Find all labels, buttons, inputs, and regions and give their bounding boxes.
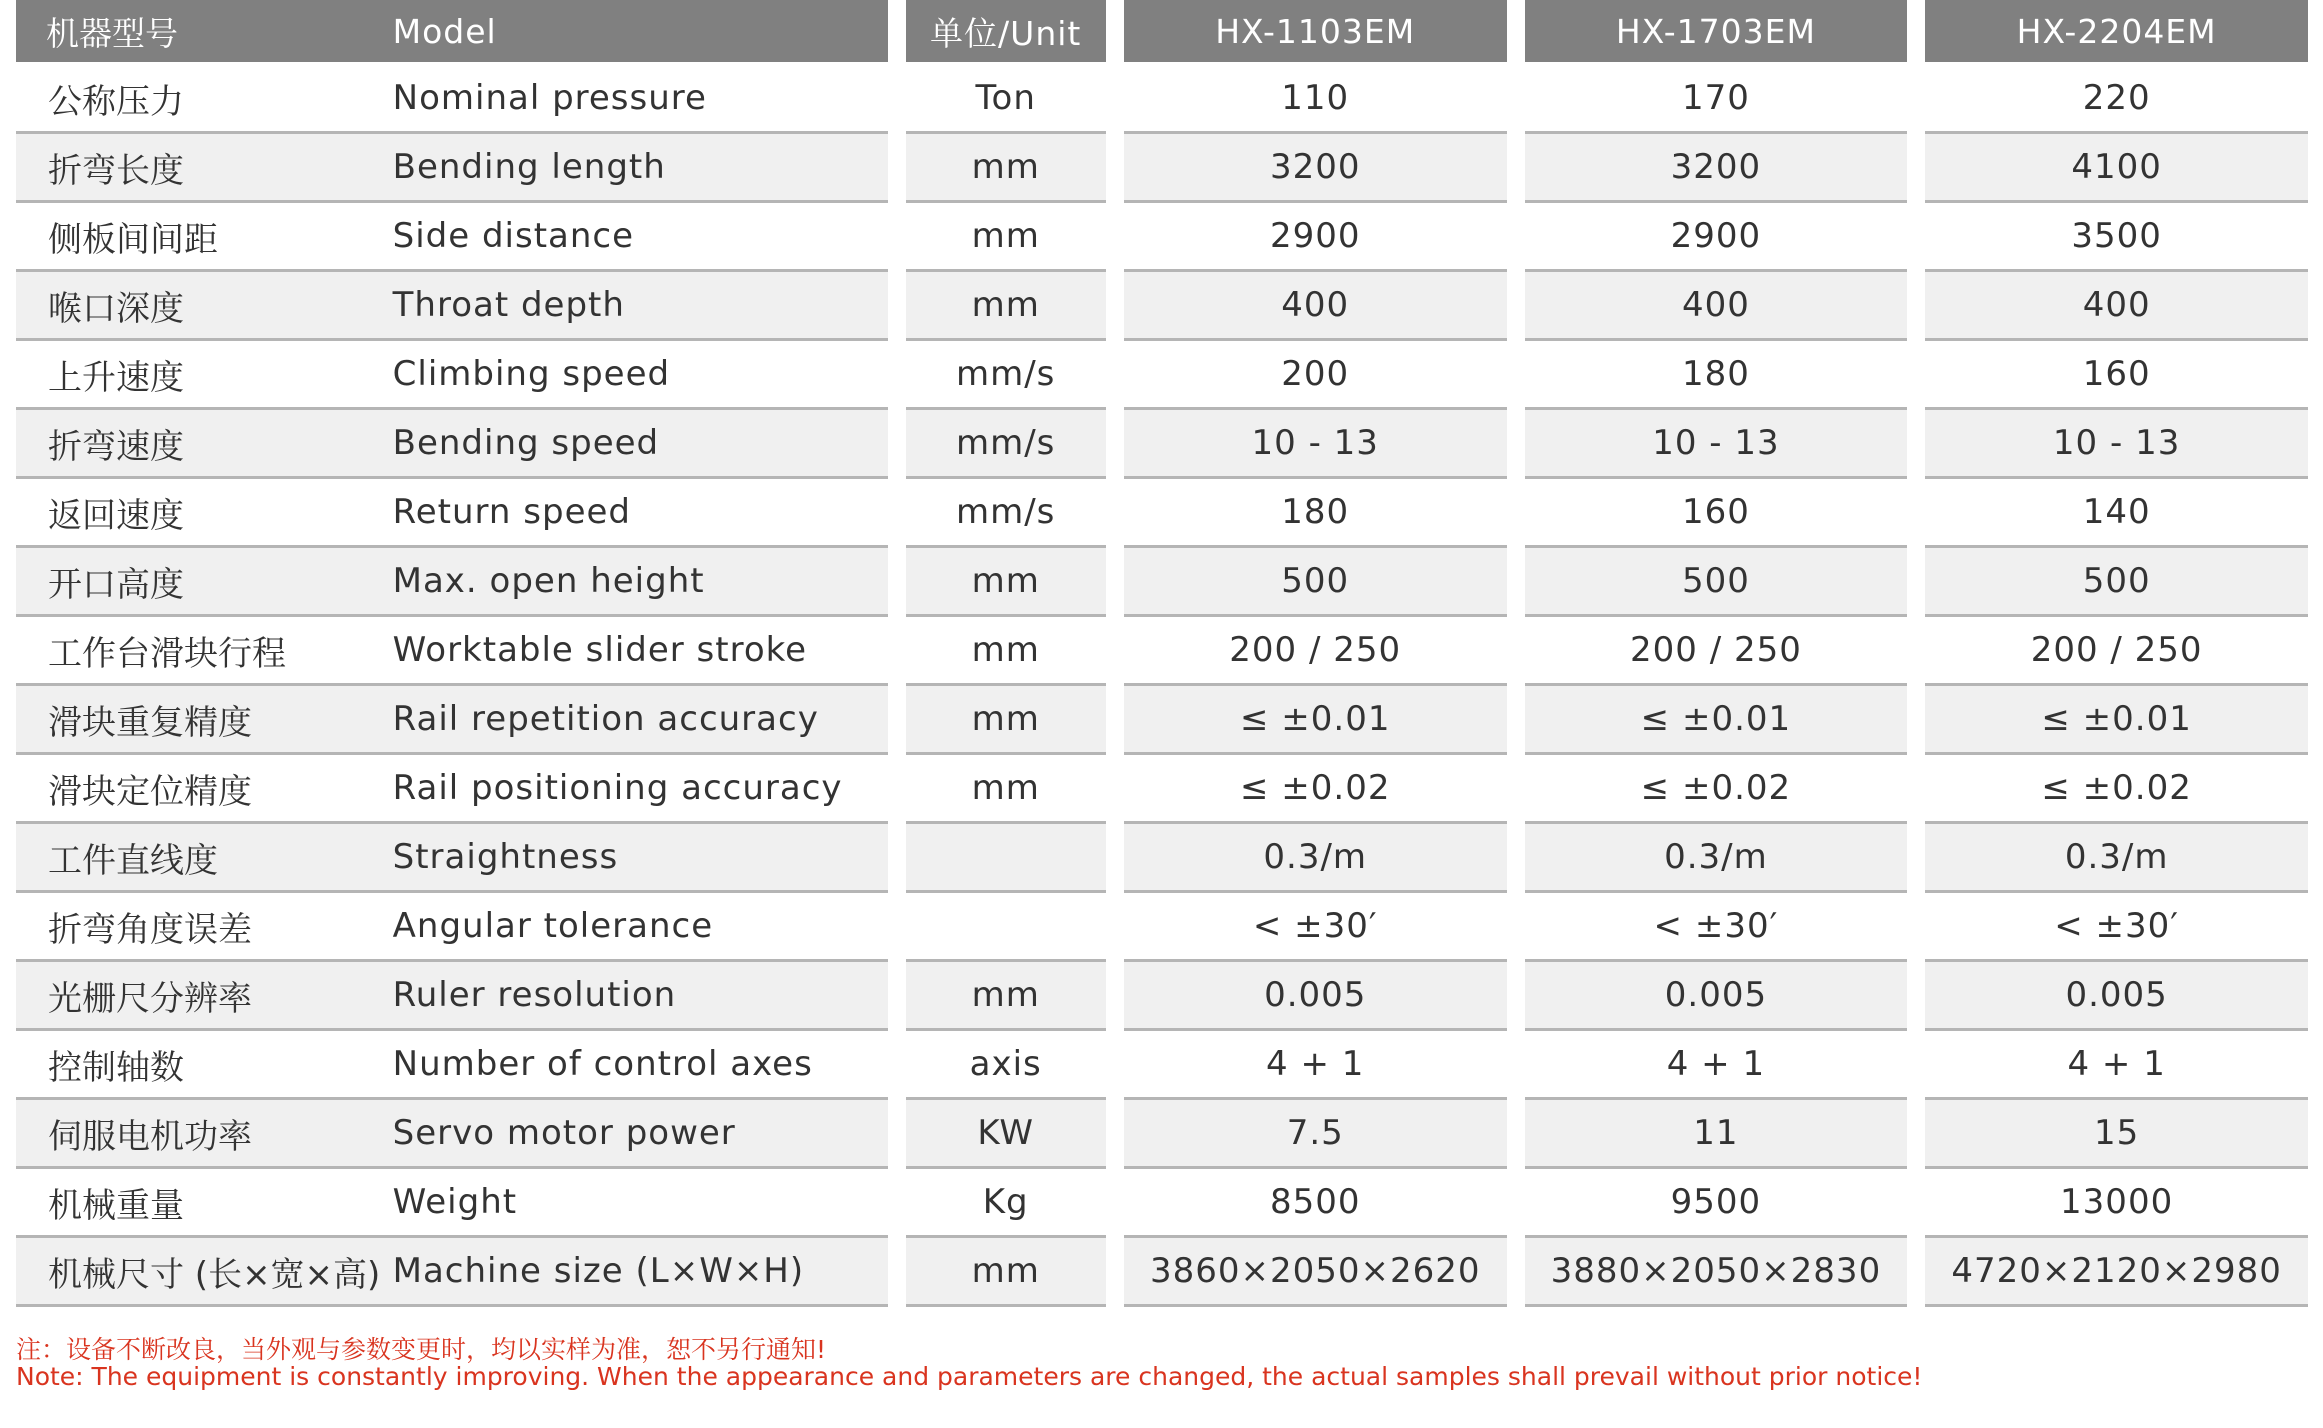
table-row <box>16 1100 2308 1169</box>
spec-unit: mm <box>906 617 1106 686</box>
spec-name-en: Throat depth <box>389 272 888 341</box>
spec-value-hx1703em: 160 <box>1525 479 1908 548</box>
spec-unit: mm <box>906 134 1106 203</box>
table-row <box>16 617 2308 686</box>
spec-value-hx2204em: 140 <box>1925 479 2308 548</box>
spec-value-hx1103em: 3200 <box>1124 134 1507 203</box>
spec-value-hx2204em: 0.005 <box>1925 962 2308 1031</box>
spec-value-hx1103em: 0.005 <box>1124 962 1507 1031</box>
header-model-en: Model <box>389 0 888 65</box>
spec-name-en: Ruler resolution <box>389 962 888 1031</box>
spec-value-hx1703em: 200 / 250 <box>1525 617 1908 686</box>
spec-unit: mm/s <box>906 410 1106 479</box>
table-row <box>16 272 2308 341</box>
spec-table <box>16 0 2308 1307</box>
spec-value-hx1103em: 200 <box>1124 341 1507 410</box>
spec-unit: Ton <box>906 65 1106 134</box>
spec-name-cn: 控制轴数 <box>16 1031 389 1100</box>
spec-name-cn: 滑块重复精度 <box>16 686 389 755</box>
spec-unit: mm <box>906 686 1106 755</box>
spec-unit: mm <box>906 755 1106 824</box>
spec-value-hx1703em: 500 <box>1525 548 1908 617</box>
spec-unit: Kg <box>906 1169 1106 1238</box>
table-row <box>16 134 2308 203</box>
spec-name-en: Rail positioning accuracy <box>389 755 888 824</box>
spec-name-en: Bending speed <box>389 410 888 479</box>
table-row <box>16 962 2308 1031</box>
spec-unit: mm/s <box>906 341 1106 410</box>
spec-name-en: Climbing speed <box>389 341 888 410</box>
table-row <box>16 893 2308 962</box>
spec-name-cn: 返回速度 <box>16 479 389 548</box>
spec-unit: mm/s <box>906 479 1106 548</box>
spec-value-hx1103em: < ±30′ <box>1124 893 1507 962</box>
table-row <box>16 479 2308 548</box>
spec-value-hx2204em: ≤ ±0.02 <box>1925 755 2308 824</box>
spec-name-en: Angular tolerance <box>389 893 888 962</box>
spec-value-hx1103em: 4 + 1 <box>1124 1031 1507 1100</box>
spec-value-hx2204em: 500 <box>1925 548 2308 617</box>
spec-value-hx1703em: 3200 <box>1525 134 1908 203</box>
spec-value-hx1103em: 3860×2050×2620 <box>1124 1238 1507 1307</box>
spec-unit: mm <box>906 272 1106 341</box>
spec-name-en: Rail repetition accuracy <box>389 686 888 755</box>
spec-name-cn: 侧板间间距 <box>16 203 389 272</box>
spec-value-hx2204em: 0.3/m <box>1925 824 2308 893</box>
spec-name-en: Return speed <box>389 479 888 548</box>
spec-value-hx1703em: 10 - 13 <box>1525 410 1908 479</box>
spec-value-hx1103em: 7.5 <box>1124 1100 1507 1169</box>
spec-name-cn: 公称压力 <box>16 65 389 134</box>
spec-value-hx1103em: 10 - 13 <box>1124 410 1507 479</box>
spec-value-hx1703em: 170 <box>1525 65 1908 134</box>
table-row <box>16 341 2308 410</box>
spec-value-hx1703em: 0.3/m <box>1525 824 1908 893</box>
table-row <box>16 410 2308 479</box>
header-unit: 单位/Unit <box>906 0 1106 65</box>
table-row <box>16 548 2308 617</box>
spec-value-hx1103em: 400 <box>1124 272 1507 341</box>
spec-value-hx1103em: 2900 <box>1124 203 1507 272</box>
spec-name-cn: 折弯角度误差 <box>16 893 389 962</box>
disclaimer-cn: 注：设备不断改良，当外观与参数变更时，均以实样为准，恕不另行通知! <box>16 1335 827 1364</box>
spec-name-cn: 工作台滑块行程 <box>16 617 389 686</box>
spec-value-hx2204em: 200 / 250 <box>1925 617 2308 686</box>
spec-name-cn: 光栅尺分辨率 <box>16 962 389 1031</box>
spec-value-hx2204em: 13000 <box>1925 1169 2308 1238</box>
spec-value-hx2204em: ≤ ±0.01 <box>1925 686 2308 755</box>
spec-value-hx1103em: 110 <box>1124 65 1507 134</box>
spec-name-en: Max. open height <box>389 548 888 617</box>
spec-name-cn: 伺服电机功率 <box>16 1100 389 1169</box>
spec-name-en: Number of control axes <box>389 1031 888 1100</box>
spec-name-cn: 喉口深度 <box>16 272 389 341</box>
spec-unit: KW <box>906 1100 1106 1169</box>
spec-value-hx1103em: 200 / 250 <box>1124 617 1507 686</box>
spec-value-hx1703em: 11 <box>1525 1100 1908 1169</box>
spec-value-hx1103em: ≤ ±0.01 <box>1124 686 1507 755</box>
spec-unit <box>906 893 1106 962</box>
spec-value-hx1703em: 400 <box>1525 272 1908 341</box>
spec-unit: mm <box>906 548 1106 617</box>
spec-name-en: Weight <box>389 1169 888 1238</box>
spec-name-en: Servo motor power <box>389 1100 888 1169</box>
table-row <box>16 65 2308 134</box>
spec-name-cn: 上升速度 <box>16 341 389 410</box>
spec-name-en: Side distance <box>389 203 888 272</box>
spec-name-en: Worktable slider stroke <box>389 617 888 686</box>
spec-unit: mm <box>906 1238 1106 1307</box>
spec-name-cn: 工件直线度 <box>16 824 389 893</box>
spec-unit: axis <box>906 1031 1106 1100</box>
spec-value-hx1703em: 9500 <box>1525 1169 1908 1238</box>
spec-name-en: Straightness <box>389 824 888 893</box>
spec-value-hx2204em: 4 + 1 <box>1925 1031 2308 1100</box>
spec-name-cn: 折弯速度 <box>16 410 389 479</box>
header-model-hx1103em: HX-1103EM <box>1124 0 1507 65</box>
spec-value-hx1103em: 0.3/m <box>1124 824 1507 893</box>
spec-value-hx1703em: 2900 <box>1525 203 1908 272</box>
spec-unit: mm <box>906 962 1106 1031</box>
spec-name-en: Bending length <box>389 134 888 203</box>
spec-name-cn: 机械重量 <box>16 1169 389 1238</box>
spec-value-hx2204em: < ±30′ <box>1925 893 2308 962</box>
table-row <box>16 824 2308 893</box>
spec-value-hx2204em: 400 <box>1925 272 2308 341</box>
spec-value-hx1103em: 180 <box>1124 479 1507 548</box>
spec-value-hx1703em: 180 <box>1525 341 1908 410</box>
table-row <box>16 1031 2308 1100</box>
header-model-cn: 机器型号 <box>16 0 389 65</box>
spec-name-cn: 滑块定位精度 <box>16 755 389 824</box>
spec-name-cn: 折弯长度 <box>16 134 389 203</box>
spec-name-cn: 开口高度 <box>16 548 389 617</box>
spec-name-cn: 机械尺寸 (长×宽×高) <box>16 1238 389 1307</box>
table-row <box>16 1238 2308 1307</box>
spec-value-hx2204em: 4720×2120×2980 <box>1925 1238 2308 1307</box>
spec-name-en: Machine size (L×W×H) <box>389 1238 888 1307</box>
spec-value-hx1703em: 0.005 <box>1525 962 1908 1031</box>
header-model-hx2204em: HX-2204EM <box>1925 0 2308 65</box>
spec-value-hx2204em: 15 <box>1925 1100 2308 1169</box>
spec-value-hx1703em: 3880×2050×2830 <box>1525 1238 1908 1307</box>
spec-value-hx1703em: ≤ ±0.02 <box>1525 755 1908 824</box>
table-row <box>16 755 2308 824</box>
spec-name-en: Nominal pressure <box>389 65 888 134</box>
header-model-hx1703em: HX-1703EM <box>1525 0 1908 65</box>
table-row <box>16 203 2308 272</box>
spec-value-hx1703em: < ±30′ <box>1525 893 1908 962</box>
spec-unit <box>906 824 1106 893</box>
spec-value-hx2204em: 220 <box>1925 65 2308 134</box>
spec-value-hx1703em: 4 + 1 <box>1525 1031 1908 1100</box>
spec-value-hx1103em: ≤ ±0.02 <box>1124 755 1507 824</box>
table-row <box>16 686 2308 755</box>
disclaimer-en: Note: The equipment is constantly improving. When the appearance and parameters are changed, the actual samples shall prevail without prior notice! <box>16 1362 1923 1391</box>
spec-value-hx2204em: 10 - 13 <box>1925 410 2308 479</box>
spec-value-hx2204em: 4100 <box>1925 134 2308 203</box>
spec-value-hx1103em: 8500 <box>1124 1169 1507 1238</box>
table-row <box>16 1169 2308 1238</box>
spec-value-hx1103em: 500 <box>1124 548 1507 617</box>
spec-value-hx2204em: 3500 <box>1925 203 2308 272</box>
table-header-row <box>16 0 2308 65</box>
spec-value-hx2204em: 160 <box>1925 341 2308 410</box>
spec-unit: mm <box>906 203 1106 272</box>
spec-value-hx1703em: ≤ ±0.01 <box>1525 686 1908 755</box>
